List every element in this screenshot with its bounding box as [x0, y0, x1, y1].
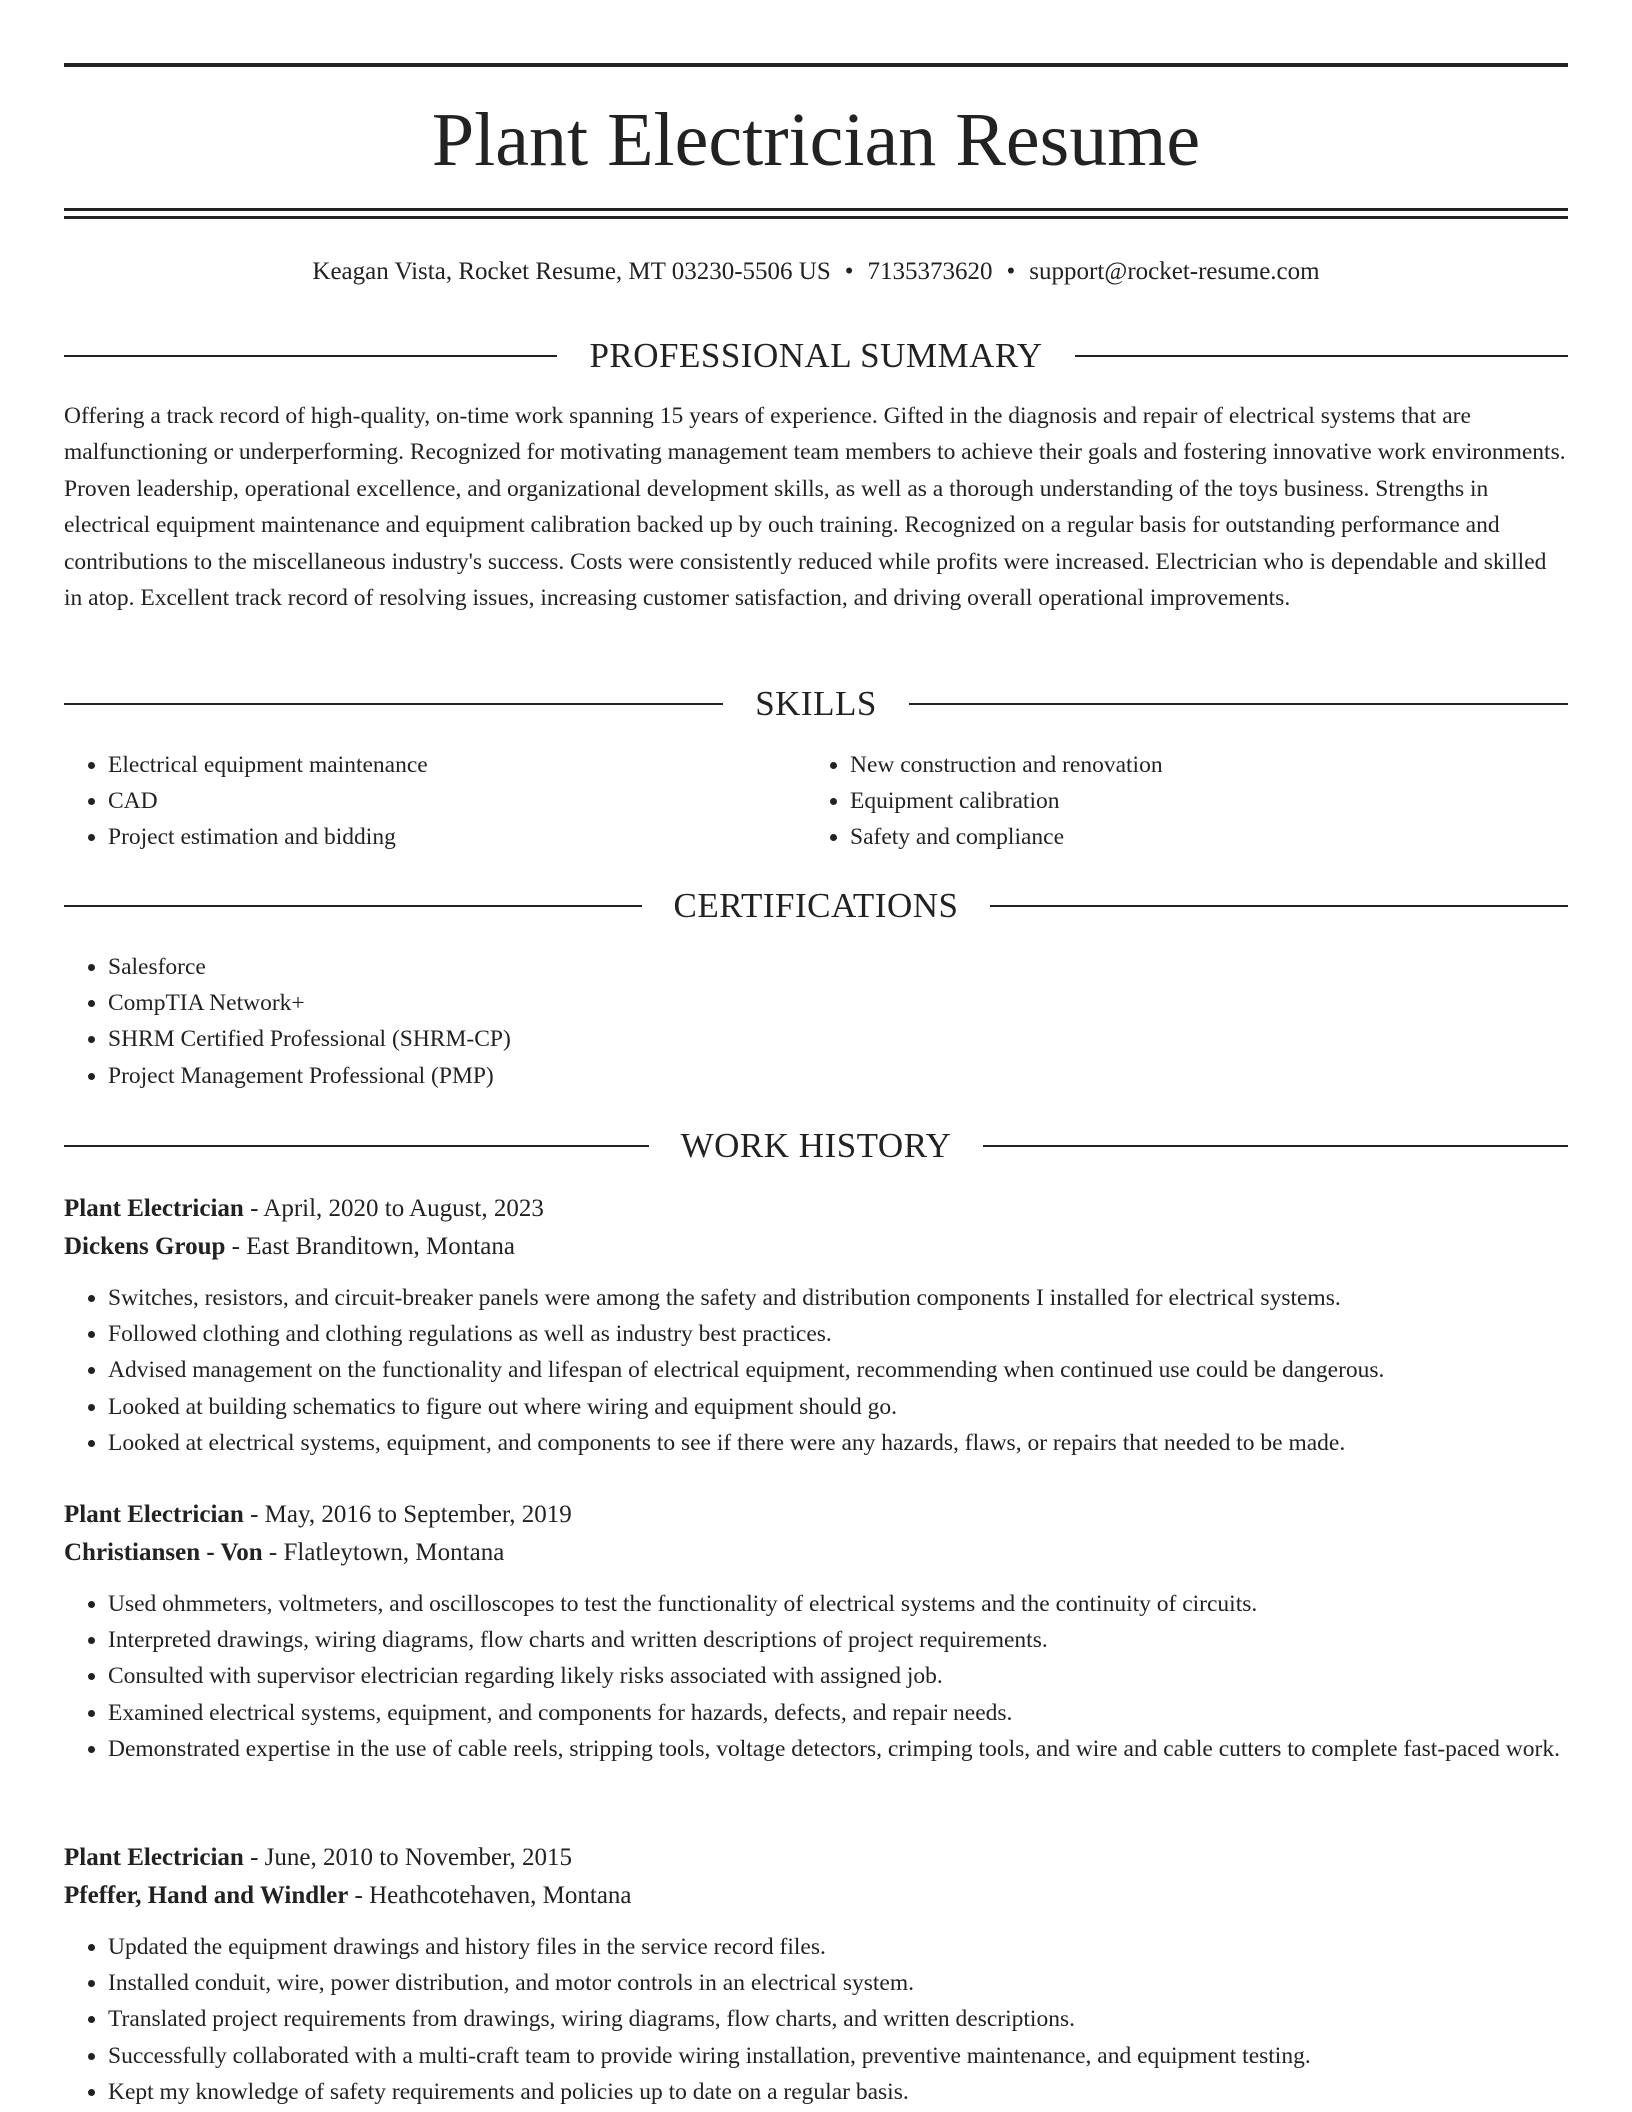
skills-list: [64, 747, 1568, 856]
section-heading-work-history: [64, 1122, 1568, 1170]
job-company-line: [64, 1534, 1568, 1572]
summary-text: Offering a track record of high-quality, on-time work spanning 15 years of experience. Gifted in the diagnosis and repair of electrical systems that are malfunctioning or underperforming. Recognized for motivating management team members to achieve their goals and fostering innovative work environments. Proven leadership, operational excellence, and organizational development skills, as well as a thorough understanding of the toys business. Strengths in electrical equipment maintenance and equipment calibration backed up by ouch training. Recognized on a regular basis for outstanding performance and contributions to the miscellaneous industry's success. Costs were consistently reduced while profits were increased. Electrician who is dependable and skilled in atop. Excellent track record of resolving issues, increasing customer satisfaction, and driving overall operational improvements.: [64, 403, 1566, 612]
job-bullet: • Used ohmmeters, voltmeters, and oscilloscopes to test the functionality of electrical systems and the continuity of circuits.: [108, 1586, 1568, 1622]
contact-separator: •: [844, 258, 854, 285]
job-title-line: [64, 1496, 1568, 1534]
certification-item: • Project Management Professional (PMP): [108, 1058, 1568, 1094]
job-title: Plant Electrician: [64, 1195, 244, 1222]
job-bullet: • Followed clothing and clothing regulations as well as industry best practices.: [108, 1316, 1568, 1352]
certifications-list: [64, 949, 1568, 1094]
title-rule-upper: [64, 208, 1568, 211]
job-title: Plant Electrician: [64, 1501, 244, 1528]
heading-rule: [64, 703, 723, 705]
job-bullet: • Updated the equipment drawings and history files in the service record files.: [108, 1929, 1568, 1965]
section-heading-certifications: [64, 882, 1568, 930]
skill-item: • Equipment calibration: [850, 783, 1548, 819]
heading-rule: [909, 703, 1568, 705]
section-title: CERTIFICATIONS: [673, 886, 959, 925]
section-heading-summary: [64, 332, 1568, 380]
heading-rule: [64, 355, 557, 357]
section-heading-skills: [64, 680, 1568, 728]
certification-item: • SHRM Certified Professional (SHRM-CP): [108, 1021, 1568, 1057]
section-title: WORK HISTORY: [680, 1126, 952, 1165]
section-title: PROFESSIONAL SUMMARY: [589, 336, 1043, 375]
job-company: Dickens Group: [64, 1233, 226, 1260]
job-location: - East Branditown, Montana: [225, 1233, 515, 1260]
job-entry: [64, 1190, 1568, 1461]
skill-item: • Safety and compliance: [850, 819, 1548, 855]
job-entry: [64, 1496, 1568, 1767]
job-bullets: [64, 1586, 1568, 1767]
job-location: - Flatleytown, Montana: [262, 1539, 505, 1566]
job-title-line: [64, 1839, 1568, 1877]
job-bullet: • Looked at building schematics to figure out where wiring and equipment should go.: [108, 1389, 1568, 1425]
title-rule-lower: [64, 216, 1568, 219]
page-title: Plant Electrician Resume: [431, 98, 1201, 182]
job-bullet: • Switches, resistors, and circuit-breaker panels were among the safety and distribution components I installed for electrical systems.: [108, 1280, 1568, 1316]
top-rule: [64, 63, 1568, 67]
job-title: Plant Electrician: [64, 1844, 244, 1871]
heading-rule: [990, 905, 1568, 907]
job-bullet: • Interpreted drawings, wiring diagrams, flow charts and written descriptions of project requirements.: [108, 1622, 1568, 1658]
skill-item: • Electrical equipment maintenance: [108, 747, 806, 783]
contact-separator: •: [1006, 258, 1016, 285]
certification-item: • CompTIA Network+: [108, 985, 1568, 1021]
job-bullet: • Translated project requirements from drawings, wiring diagrams, flow charts, and written descriptions.: [108, 2001, 1568, 2037]
skills-column-left: [64, 747, 806, 856]
skill-item: • CAD: [108, 783, 806, 819]
heading-rule: [64, 1145, 649, 1147]
job-dates: - May, 2016 to September, 2019: [243, 1501, 572, 1528]
job-company: Christiansen - Von: [64, 1539, 263, 1566]
skills-column-right: [806, 747, 1548, 856]
job-dates: - April, 2020 to August, 2023: [243, 1195, 544, 1222]
skill-item: • Project estimation and bidding: [108, 819, 806, 855]
skill-item: • New construction and renovation: [850, 747, 1548, 783]
heading-rule: [983, 1145, 1568, 1147]
job-bullet: • Advised management on the functionality and lifespan of electrical equipment, recommending when continued use could be dangerous.: [108, 1352, 1568, 1388]
heading-rule: [1075, 355, 1568, 357]
job-company-line: [64, 1877, 1568, 1915]
job-bullet: • Consulted with supervisor electrician regarding likely risks associated with assigned job.: [108, 1658, 1568, 1694]
certification-item: • Salesforce: [108, 949, 1568, 985]
job-dates: - June, 2010 to November, 2015: [243, 1844, 572, 1871]
job-location: - Heathcotehaven, Montana: [348, 1882, 632, 1909]
contact-phone: 7135373620: [867, 258, 993, 285]
job-bullet: • Examined electrical systems, equipment, and components for hazards, defects, and repair needs.: [108, 1695, 1568, 1731]
job-bullet: • Successfully collaborated with a multi-craft team to provide wiring installation, preventive maintenance, and equipment testing.: [108, 2038, 1568, 2074]
contact-line: [64, 254, 1568, 290]
job-title-line: [64, 1190, 1568, 1228]
heading-rule: [64, 905, 642, 907]
job-entry: [64, 1839, 1568, 2110]
job-company-line: [64, 1228, 1568, 1266]
job-bullet: • Looked at electrical systems, equipment, and components to see if there were any hazards, flaws, or repairs that needed to be made.: [108, 1425, 1568, 1461]
job-bullet: • Kept my knowledge of safety requirements and policies up to date on a regular basis.: [108, 2074, 1568, 2110]
section-title: SKILLS: [755, 684, 877, 723]
contact-email: support@rocket-resume.com: [1029, 258, 1320, 285]
job-bullets: [64, 1280, 1568, 1461]
job-bullets: [64, 1929, 1568, 2110]
job-company: Pfeffer, Hand and Windler: [64, 1882, 349, 1909]
job-bullet: • Installed conduit, wire, power distribution, and motor controls in an electrical system.: [108, 1965, 1568, 2001]
contact-address: Keagan Vista, Rocket Resume, MT 03230-5506 US: [312, 258, 831, 285]
job-bullet: • Demonstrated expertise in the use of cable reels, stripping tools, voltage detectors, crimping tools, and wire and cable cutters to complete fast-paced work.: [108, 1731, 1568, 1767]
